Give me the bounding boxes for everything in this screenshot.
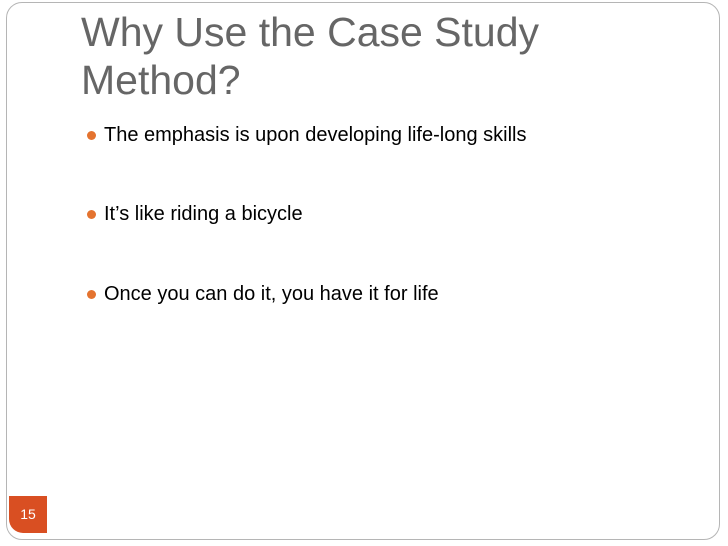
- title-line: Method?: [81, 57, 241, 103]
- bullet-list: [87, 123, 526, 361]
- bullet-dot-icon: [87, 131, 96, 140]
- bullet-item: [87, 123, 526, 164]
- bullet-item: [87, 282, 526, 323]
- bullet-text: The emphasis is upon developing life-long skills: [104, 124, 527, 146]
- title-line: Why Use the Case Study: [81, 9, 540, 55]
- bullet-dot-icon: [87, 210, 96, 219]
- bullet-dot-icon: [87, 290, 96, 299]
- bullet-item: [87, 202, 526, 243]
- slide-title: [81, 8, 681, 104]
- page-number-badge: 15: [9, 496, 47, 533]
- bullet-text: It’s like riding a bicycle: [104, 203, 303, 225]
- bullet-text: Once you can do it, you have it for life: [104, 283, 439, 305]
